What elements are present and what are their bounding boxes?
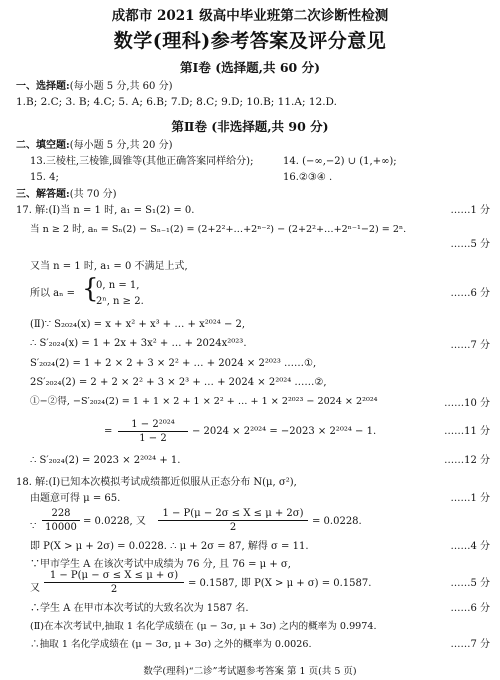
- exam-name: 成都市 2021 级高中毕业班第二次诊断性检测: [111, 8, 389, 24]
- q17-line-7: S′₂₀₂₄(2) = 1 + 2 × 2 + 3 × 2² + … + 2024 × 2²⁰²³ ……①,: [30, 358, 317, 369]
- q17-line-3: 又当 n = 1 时, a₁ = 0 不满足上式,: [30, 261, 188, 272]
- because-symbol: ∵: [30, 521, 37, 532]
- q18-line-6b: = 0.1587, 即 P(X > μ + σ) = 0.1587.: [188, 578, 372, 589]
- q17-line-9: ①−②得, −S′₂₀₂₄(2) = 1 + 1 × 2 + 1 × 2² + … + 1 × 2²⁰²³ − 2024 × 2²⁰²⁴: [30, 396, 378, 407]
- q17-line-1: 17. 解:(Ⅰ)当 n = 1 时, a₁ = S₁(2) = 0.: [16, 205, 195, 216]
- fraction-numerator: 228: [42, 508, 80, 521]
- q18-line-9: ∴抽取 1 名化学成绩在 (μ − 3σ, μ + 3σ) 之外的概率为 0.0026.: [30, 639, 312, 650]
- score-note: ……4 分: [450, 541, 490, 552]
- piecewise-case-1: 0, n = 1,: [96, 280, 140, 291]
- q18-line-5: ∵甲市学生 A 在该次考试中成绩为 76 分, 且 76 = μ + σ,: [30, 559, 291, 570]
- page-title: 数学(理科)参考答案及评分意见: [113, 30, 387, 52]
- section-fill: 二、填空题:(每小题 5 分,共 20 分): [16, 140, 173, 151]
- score-note: ……1 分: [450, 205, 490, 216]
- fraction-numerator: 1 − P(μ − σ ≤ X ≤ μ + σ): [44, 570, 184, 583]
- fraction-numerator: 1 − 2²⁰²⁴: [118, 419, 188, 432]
- also-symbol: 又: [30, 583, 40, 594]
- score-note: ……5 分: [450, 239, 490, 250]
- score-note: ……6 分: [450, 603, 490, 614]
- q17-line-11: ∴ S′₂₀₂₄(2) = 2023 × 2²⁰²⁴ + 1.: [30, 455, 181, 466]
- q17-line-2: 当 n ≥ 2 时, aₙ = Sₙ(2) − Sₙ₋₁(2) = (2+2²+…+2ⁿ⁻²) − (2+2²+…+2ⁿ⁻¹−2) = 2ⁿ.: [30, 224, 407, 235]
- section-solve: 三、解答题:(共 70 分): [16, 189, 117, 200]
- score-note: ……7 分: [450, 340, 490, 351]
- part2-heading: 第Ⅱ卷 (非选择题,共 90 分): [171, 119, 329, 134]
- answer-14: 14. (−∞,−2) ∪ (1,+∞);: [283, 156, 397, 167]
- q18-line-3c: = 0.0228.: [312, 516, 362, 527]
- q17-line-6: ∴ S′₂₀₂₄(x) = 1 + 2x + 3x² + … + 2024x²⁰²³.: [30, 338, 247, 349]
- score-note: ……7 分: [450, 639, 490, 650]
- score-note: ……5 分: [450, 578, 490, 589]
- score-note: ……6 分: [450, 288, 490, 299]
- fraction-denominator: 10000: [45, 522, 77, 533]
- score-note: ……10 分: [444, 398, 490, 409]
- part1-heading: 第Ⅰ卷 (选择题,共 60 分): [180, 60, 320, 75]
- piecewise-brace: {: [82, 274, 99, 304]
- score-note: ……1 分: [450, 493, 490, 504]
- q18-line-8: (Ⅱ)在本次考试中,抽取 1 名化学成绩在 (μ − 3σ, μ + 3σ) 之内的概率为 0.9974.: [30, 621, 377, 632]
- q18-line-1: 18. 解:(Ⅰ)已知本次模拟考试成绩都近似服从正态分布 N(μ, σ²),: [16, 477, 297, 488]
- equals-sign: =: [104, 426, 113, 437]
- q17-line-10: − 2024 × 2²⁰²⁴ = −2023 × 2²⁰²⁴ − 1.: [192, 426, 377, 437]
- piecewise-case-2: 2ⁿ, n ≥ 2.: [96, 296, 144, 307]
- q18-line-4: 即 P(X > μ + 2σ) = 0.0228. ∴ μ + 2σ = 87, 解得 σ = 11.: [30, 541, 309, 552]
- section-choice: 一、选择题:(每小题 5 分,共 60 分): [16, 81, 173, 92]
- q17-piecewise-label: 所以 aₙ =: [30, 288, 76, 299]
- fraction-denominator: 2: [110, 584, 118, 595]
- answer-13: 13.三棱柱,三棱锥,圆锥等(其他正确答案同样给分);: [30, 156, 254, 167]
- q18-line-3b: = 0.0228, 又: [83, 516, 146, 527]
- q17-line-8: 2S′₂₀₂₄(2) = 2 + 2 × 2² + 3 × 2³ + … + 2024 × 2²⁰²⁴ ……②,: [30, 377, 327, 388]
- score-note: ……11 分: [444, 426, 490, 437]
- answer-15: 15. 4;: [30, 172, 59, 183]
- fraction-denominator: 2: [229, 522, 237, 533]
- fraction-numerator: 1 − P(μ − 2σ ≤ X ≤ μ + 2σ): [158, 508, 308, 521]
- answer-16: 16.②③④ .: [283, 172, 333, 183]
- q18-line-7: ∴学生 A 在甲市本次考试的大致名次为 1587 名.: [30, 603, 249, 614]
- fraction-denominator: 1 − 2: [139, 433, 167, 444]
- page-footer: 数学(理科)“二诊”考试题参考答案 第 1 页(共 5 页): [143, 666, 357, 677]
- choice-answers: 1.B; 2.C; 3. B; 4.C; 5. A; 6.B; 7.D; 8.C; 9.D; 10.B; 11.A; 12.D.: [16, 96, 337, 108]
- q17-line-5: (Ⅱ)∵ S₂₀₂₄(x) = x + x² + x³ + … + x²⁰²⁴ − 2,: [30, 319, 246, 330]
- score-note: ……12 分: [444, 455, 490, 466]
- q18-line-2: 由题意可得 μ = 65.: [30, 493, 121, 504]
